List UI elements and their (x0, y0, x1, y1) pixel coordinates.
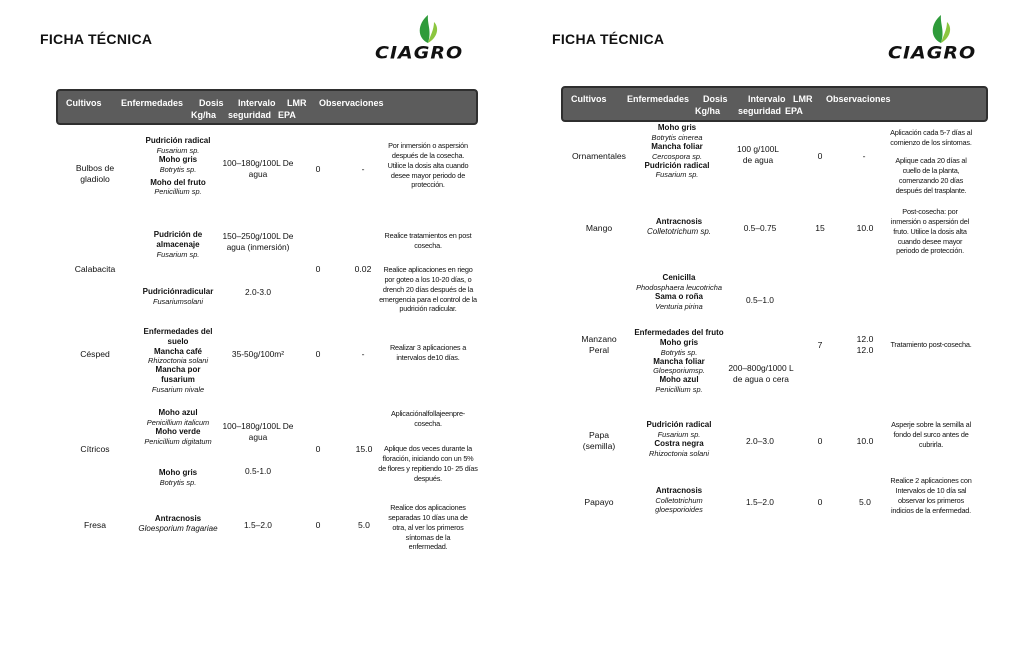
pathogen-name: Penicillium digitatum (144, 436, 212, 446)
crop-name: Calabacita (74, 264, 116, 274)
disease-name: Pudrición de almacenaje (153, 230, 203, 249)
disease-name: Moho gris (158, 154, 198, 164)
observation-text: Post-cosecha: por inmersión o aspersión del fruto. Utilice la dosis alta cuando desee mayor periodo de protección. (890, 207, 970, 256)
disease-cell (134, 408, 222, 446)
disease-name: Pudriciónradicular (142, 287, 214, 296)
observation-text: Aplique dos veces durante la floración, iniciando con un 5% de flores y repitiendo 10- 25 días después. (378, 444, 478, 483)
disease-name: Cenicilla (662, 273, 696, 282)
interval-value: 0 (817, 151, 823, 161)
logo-text: CIAGRO (888, 43, 977, 63)
header-cultivos: Cultivos (571, 94, 607, 104)
interval-value: 15 (815, 223, 825, 233)
dose-value: 2.0–3.0 (746, 436, 774, 446)
observation-text: Realice aplicaciones en riego por goteo a los 10-20 días, o drench 20 días después de la emergencia para el control de la pudrición radicular. (379, 265, 477, 314)
dose-value: 0.5–0.75 (743, 223, 777, 233)
pathogen-name: Gloesporiumsp. (653, 366, 705, 376)
disease-name: Pudrición radical (644, 160, 710, 170)
pathogen-name: Gloesporium fragariae (138, 523, 218, 533)
table-header (561, 86, 988, 122)
disease-cell (634, 328, 724, 394)
disease-cell (638, 420, 720, 458)
dose-value: 200–800g/1000 L de agua o cera (728, 363, 794, 384)
pathogen-name: Botrytis sp. (159, 477, 197, 487)
interval-value: 0 (315, 520, 321, 530)
table-header (56, 89, 478, 125)
disease-name: Costra negra (654, 438, 704, 448)
disease-cell (138, 230, 218, 259)
leaf-icon (415, 14, 441, 44)
lmr-value: - (361, 164, 365, 174)
header-seguridad: seguridad (228, 110, 272, 120)
disease-name: Antracnosis (655, 217, 703, 226)
disease-name: Mancha foliar (653, 356, 705, 366)
header-intervalo: Intervalo (238, 98, 276, 108)
pathogen-name: Penicillium sp. (655, 385, 703, 395)
disease-name: Moho gris (657, 123, 697, 132)
dose-value: 2.0-3.0 (244, 287, 272, 297)
header-lmr: LMR (287, 98, 307, 108)
dose-value: 1.5–2.0 (746, 497, 774, 507)
page-title: FICHA TÉCNICA (40, 31, 153, 47)
interval-value: 0 (315, 444, 321, 454)
pathogen-name: Botrytis cinerea (651, 132, 703, 142)
header-cultivos: Cultivos (66, 98, 102, 108)
crop-name: Manzano Peral (581, 334, 617, 355)
pathogen-name: Penicillium sp. (154, 187, 202, 197)
pathogen-name: Botrytis sp. (159, 164, 197, 174)
observation-text: Realice 2 aplicaciones con Intervalos de 10 día sal observar los primeros indicios de la enfermedad. (890, 476, 972, 515)
dose-value: 100–180g/100L De agua (222, 421, 294, 442)
dose-value: 0.5–1.0 (746, 295, 774, 305)
observation-text: Aplicaciónalfollajeenpre-cosecha. (390, 409, 466, 428)
disease-name: Pudrición radical (145, 136, 211, 145)
header-kgha: Kg/ha (191, 110, 217, 120)
lmr-value: - (862, 151, 866, 161)
crop-name: Papayo (584, 497, 614, 507)
header-dosis: Dosis (199, 98, 224, 108)
leaf-icon (928, 14, 954, 44)
dose-value: 150–250g/100L De agua (inmersión) (222, 231, 294, 252)
header-seguridad: seguridad (738, 106, 782, 116)
disease-cell (130, 514, 226, 534)
right-page (512, 0, 1024, 663)
dose-value: 1.5–2.0 (244, 520, 272, 530)
observation-text: Asperje sobre la semilla al fondo del surco antes de cubrirla. (891, 420, 971, 449)
interval-value: 0 (315, 264, 321, 274)
lmr-value: 5.0 (358, 520, 370, 530)
lmr-value: 10.0 (856, 223, 874, 233)
pathogen-name: Botrytis sp. (660, 347, 698, 357)
ciagro-logo (375, 14, 479, 64)
disease-cell (642, 486, 716, 514)
lmr-value: 15.0 (355, 444, 373, 454)
header-lmr: LMR (793, 94, 813, 104)
interval-value: 7 (817, 340, 823, 350)
header-kgha: Kg/ha (695, 106, 721, 116)
pathogen-name: Colletotrichum gloesporioides (655, 495, 703, 514)
lmr-value: 0.02 (354, 264, 372, 274)
disease-name: Moho azul (659, 375, 699, 385)
observation-text: Aplique cada 20 días al cuello de la planta, comenzando 20 días después del trasplante. (895, 156, 967, 195)
page-title: FICHA TÉCNICA (552, 31, 665, 47)
dose-value: 0.5-1.0 (244, 466, 272, 476)
dose-value: 100 g/100L de agua (737, 144, 779, 165)
disease-name: Sama o roña (654, 291, 703, 301)
disease-name: Moho gris (158, 468, 198, 477)
pathogen-name: Fusarium sp. (156, 249, 200, 259)
disease-name: Antracnosis (655, 486, 703, 495)
pathogen-name: Rhizoctonia solani (649, 448, 709, 458)
header-observaciones: Observaciones (826, 94, 891, 104)
disease-name: Enfermedades del fruto (634, 328, 724, 337)
pathogen-name: Phodosphaera leucotricha (636, 282, 722, 292)
observation-text: Aplicación cada 5-7 días al comienzo de los síntomas. (890, 128, 972, 147)
pathogen-name: Fusarium sp. (156, 145, 200, 155)
disease-cell (638, 217, 720, 237)
pathogen-name: Fusarium nivale (151, 384, 205, 394)
disease-cell (138, 287, 218, 306)
header-dosis: Dosis (703, 94, 728, 104)
disease-name: Moho verde (155, 426, 201, 436)
crop-name: Fresa (84, 520, 106, 530)
interval-value: 0 (817, 497, 823, 507)
observation-text: Realice dos aplicaciones separadas 10 días una de otra, al ver los primeros síntomas de la enfermedad. (388, 503, 468, 552)
disease-name: Moho gris (659, 337, 699, 347)
crop-name: Mango (585, 223, 613, 233)
disease-cell (138, 468, 218, 487)
observation-text: Por inmersión o aspersión después de la cosecha. Utilice la dosis alta cuando desee mayor periodo de protección. (387, 141, 469, 190)
interval-value: 0 (315, 164, 321, 174)
header-intervalo: Intervalo (748, 94, 786, 104)
disease-name: Moho azul (158, 408, 198, 417)
pathogen-name: Penicillium italicum (146, 417, 210, 427)
disease-name: Moho del fruto (150, 177, 206, 187)
disease-name: Pudrición radical (646, 420, 712, 429)
disease-name: Antracnosis (154, 514, 202, 523)
lmr-value: 10.0 (856, 436, 874, 446)
header-epa: EPA (278, 110, 296, 120)
pathogen-name: Fusarium sp. (657, 429, 701, 439)
disease-cell (134, 136, 222, 196)
interval-value: 0 (315, 349, 321, 359)
disease-cell (138, 327, 218, 394)
disease-name: Enfermedades del suelo (143, 327, 213, 346)
disease-name: Mancha foliar (651, 141, 703, 151)
logo-text: CIAGRO (375, 43, 464, 63)
header-enfermedades: Enfermedades (627, 94, 690, 104)
pathogen-name: Venturia pirina (655, 301, 703, 311)
pathogen-name: Cercospora sp. (651, 151, 703, 161)
observation-text: Realizar 3 aplicaciones a intervalos de10 días. (389, 343, 467, 362)
crop-name: Ornamentales (572, 151, 626, 161)
pathogen-name: Fusarium sp. (655, 170, 699, 180)
disease-name: Mancha por fusarium (155, 365, 201, 385)
lmr-value: 5.0 (859, 497, 871, 507)
pathogen-name: Fusariumsolani (152, 296, 204, 306)
observation-text: Tratamiento post-cosecha. (890, 340, 972, 349)
crop-name: Bulbos de gladiolo (75, 163, 115, 184)
disease-name: Mancha café (153, 346, 203, 356)
dose-value: 100–180g/100L De agua (222, 158, 294, 179)
dose-value: 35-50g/100m² (231, 349, 285, 359)
header-enfermedades: Enfermedades (121, 98, 184, 108)
lmr-value: 12.0 12.0 (856, 334, 874, 355)
lmr-value: - (361, 349, 365, 359)
interval-value: 0 (817, 436, 823, 446)
crop-name: Papa (semilla) (582, 430, 616, 451)
disease-cell (634, 273, 724, 311)
observation-text: Realice tratamientos en post cosecha. (384, 231, 472, 250)
crop-name: Césped (80, 349, 110, 359)
crop-name: Cítricos (80, 444, 110, 454)
pathogen-name: Rhizoctonia solani (148, 356, 208, 366)
header-epa: EPA (785, 106, 803, 116)
header-observaciones: Observaciones (319, 98, 384, 108)
ciagro-logo (888, 14, 992, 64)
disease-cell (638, 123, 716, 179)
pathogen-name: Colletotrichum sp. (646, 226, 712, 236)
